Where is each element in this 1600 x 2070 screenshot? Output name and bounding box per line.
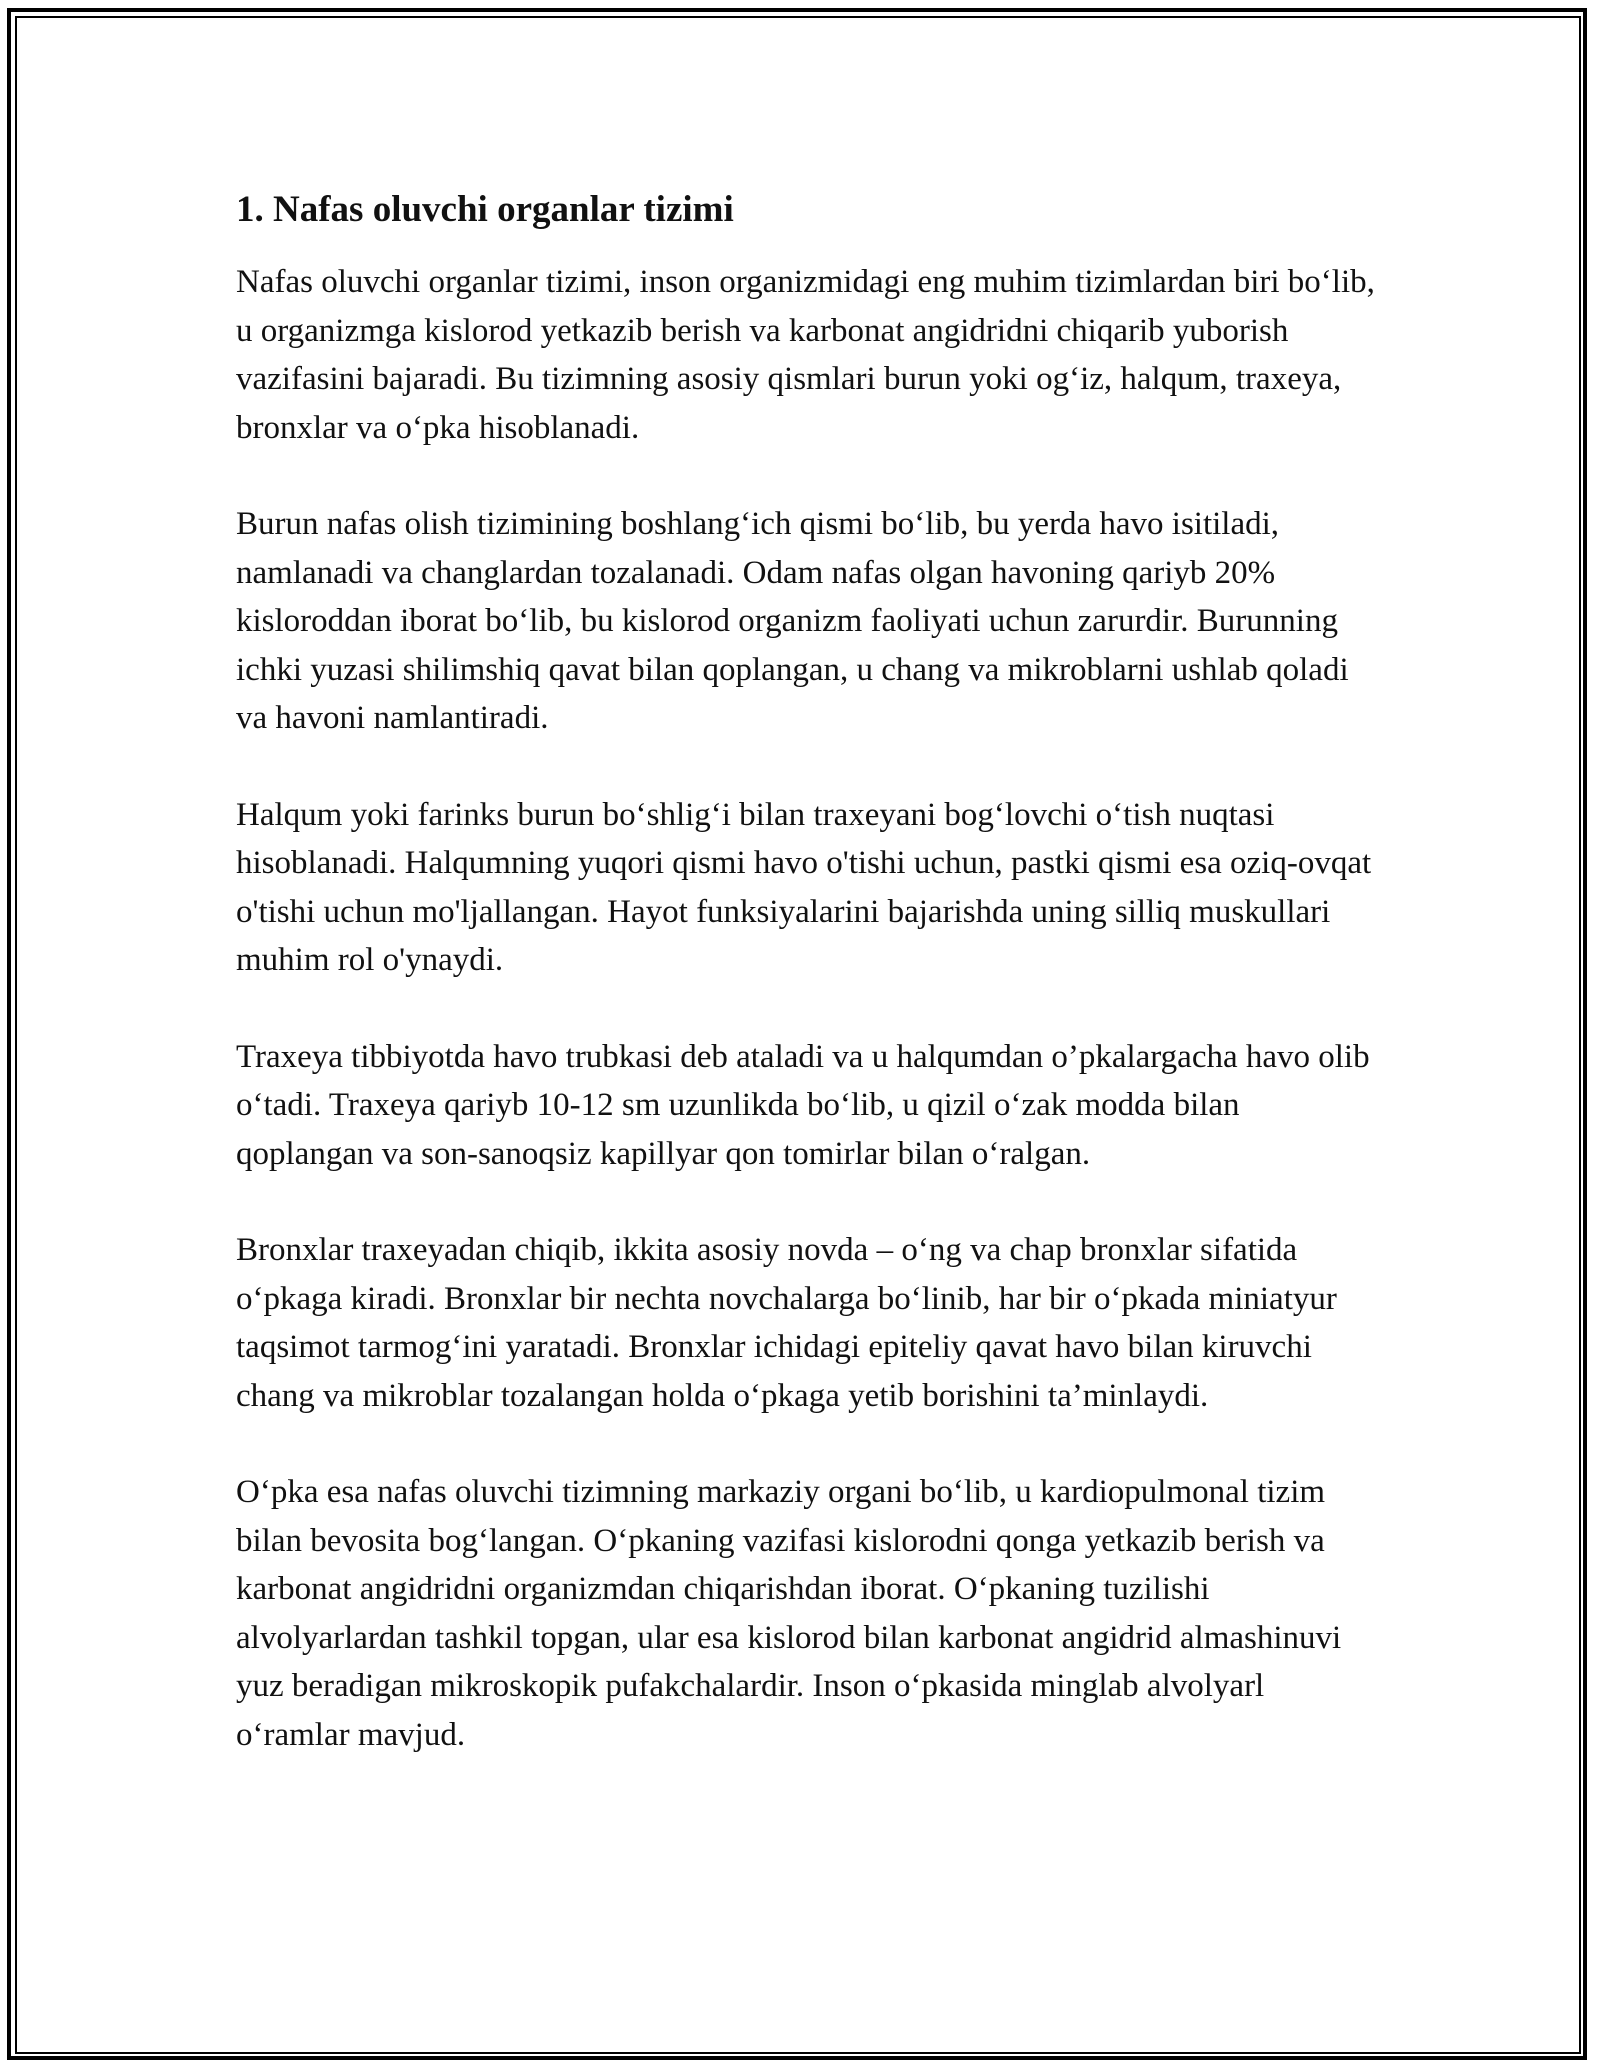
paragraph-bronchi: Bronxlar traxeyadan chiqib, ikkita asosiy novda – o‘ng va chap bronxlar sifatida o‘pkaga kiradi. Bronxlar bir nechta novchalarga bo‘linib, har bir o‘pkada miniatyur taqsimot tarmog‘ini yaratadi. Bronxlar ichidagi epiteliy qavat havo bilan kiruvchi chang va mikroblar tozalangan holda o‘pkaga yetib borishini ta’minlaydi. bbox=[236, 1232, 1337, 1414]
paragraph-pharynx: Halqum yoki farinks burun bo‘shlig‘i bilan traxeyani bog‘lovchi o‘tish nuqtasi hisoblanadi. Halqumning yuqori qismi havo o'tishi uchun, pastki qismi esa oziq-ovqat o'tishi uchun mo'ljallangan. Hayot funksiyalarini bajarishda uning silliq muskullari muhim rol o'ynaydi. bbox=[236, 796, 1372, 978]
paragraph-nose: Burun nafas olish tizimining boshlang‘ich qismi bo‘lib, bu yerda havo isitiladi, namlanadi va changlardan tozalanadi. Odam nafas olgan havoning qariyb 20% kisloroddan iborat bo‘lib, bu kislorod organizm faoliyati uchun zarurdir. Burunning ichki yuzasi shilimshiq qavat bilan qoplangan, u chang va mikroblarni ushlab qoladi va havoni namlantiradi. bbox=[236, 506, 1349, 736]
paragraph-intro: Nafas oluvchi organlar tizimi, inson organizmidagi eng muhim tizimlardan biri bo‘lib, u organizmga kislorod yetkazib berish va karbonat angidridni chiqarib yuborish vazifasini bajaradi. Bu tizimning asosiy qismlari burun yoki og‘iz, halqum, traxeya, bronxlar va o‘pka hisoblanadi. bbox=[236, 264, 1375, 446]
section-heading: 1. Nafas oluvchi organlar tizimi bbox=[236, 189, 734, 230]
paragraph-lungs: O‘pka esa nafas oluvchi tizimning markaziy organi bo‘lib, u kardiopulmonal tizim bilan bevosita bog‘langan. O‘pkaning vazifasi kislorodni qonga yetkazib berish va karbonat angidridni organizmdan chiqarishdan iborat. O‘pkaning tuzilishi alvolyarlardan tashkil topgan, ular esa kislorod bilan karbonat angidrid almashinuvi yuz beradigan mikroskopik pufakchalardir. Inson o‘pkasida minglab alvolyarl o‘ramlar mavjud. bbox=[236, 1474, 1342, 1753]
paragraph-trachea: Traxeya tibbiyotda havo trubkasi deb ataladi va u halqumdan o’pkalargacha havo olib o‘tadi. Traxeya qariyb 10-12 sm uzunlikda bo‘lib, u qizil o‘zak modda bilan qoplangan va son-sanoqsiz kapillyar qon tomirlar bilan o‘ralgan. bbox=[236, 1038, 1370, 1172]
document-body bbox=[236, 186, 1376, 1759]
